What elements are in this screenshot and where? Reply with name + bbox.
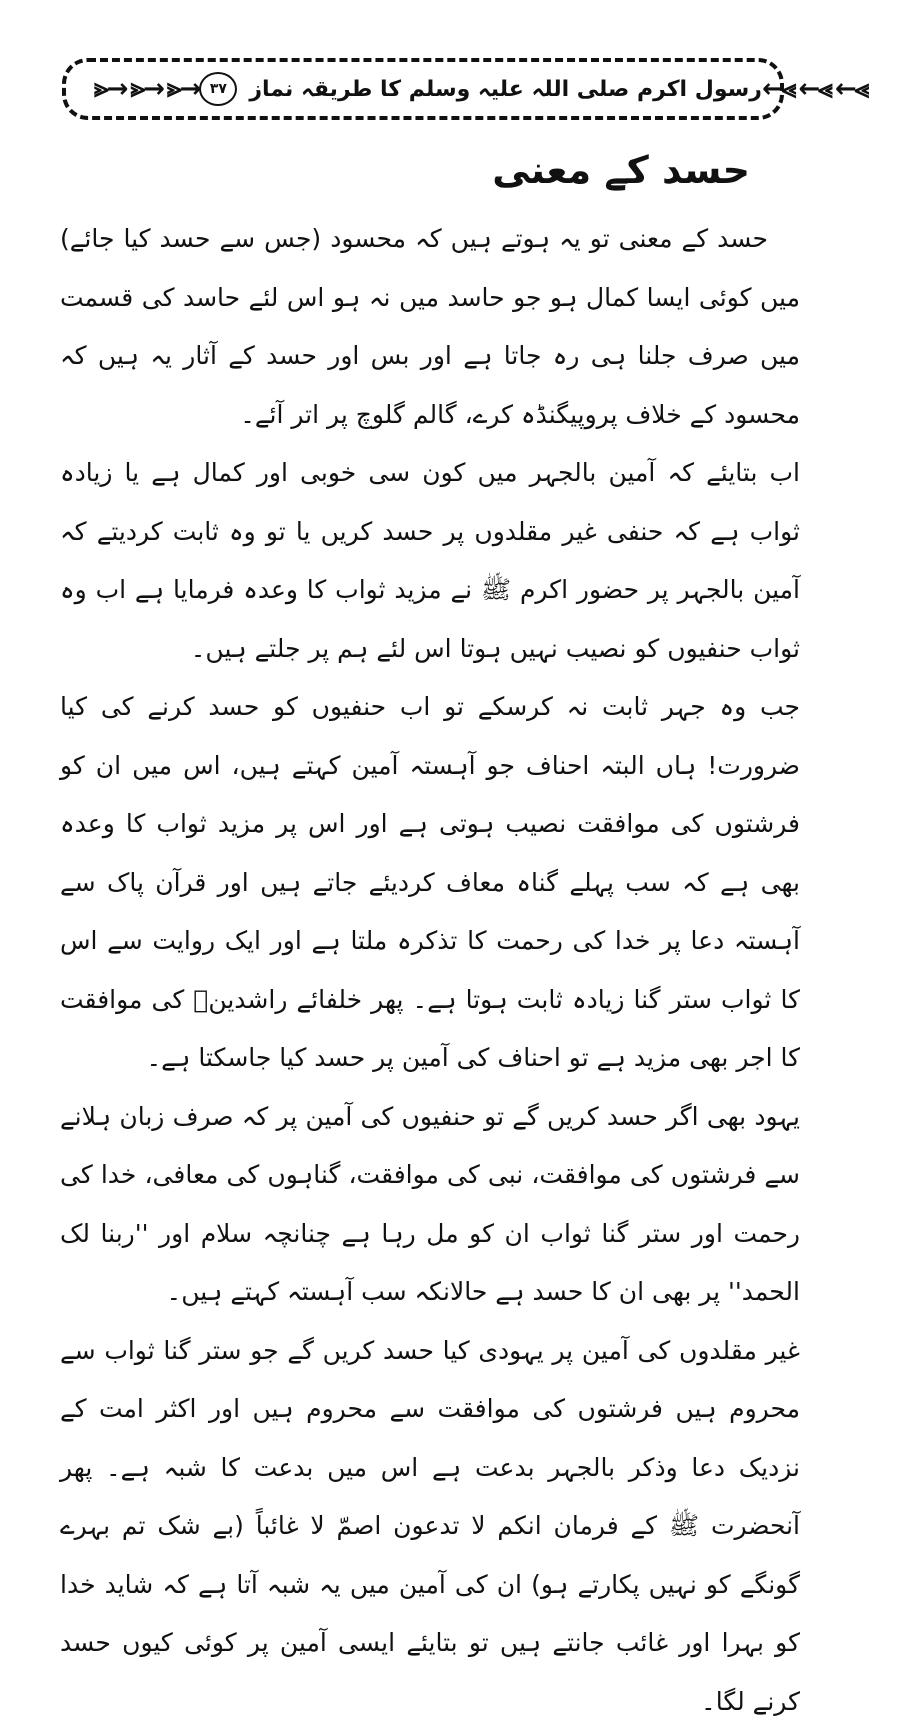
book-title: رسول اکرم صلی اللہ علیہ وسلم کا طریقہ نماز xyxy=(249,77,762,102)
paragraph: غیر مقلدوں کی آمین پر یہودی کیا حسد کریں گے جو ستر گنا ثواب سے محروم ہیں فرشتوں کی موافقت سے محروم ہیں اور اکثر امت کے نزدیک دعا وذکر بالجہر بدعت ہے اس میں بدعت کا شبہ ہے۔ پھر آنحضرت ﷺ کے فرمان انکم لا تدعون اصمّ لا غائباً (بے شک تم بہرے گونگے کو نہیں پکارتے ہو) ان کی آمین میں یہ شبہ آتا ہے کہ شاید خدا کو بہرا اور غائب جانتے ہیں تو بتایئے ایسی آمین پر کوئی کیوں حسد کرنے لگا۔ xyxy=(60,1322,800,1731)
header-center xyxy=(199,72,762,106)
section-heading: حسد کے معنی xyxy=(492,148,750,192)
page-number-badge: ۳۷ xyxy=(199,72,237,106)
page-header-frame xyxy=(62,58,784,120)
paragraph: حسد کے معنی تو یہ ہوتے ہیں کہ محسود (جس سے حسد کیا جائے) میں کوئی ایسا کمال ہو جو حاسد میں نہ ہو اس لئے حاسد کی قسمت میں صرف جلنا ہی رہ جاتا ہے اور بس اور حسد کے آثار یہ ہیں کہ محسود کے خلاف پروپیگنڈہ کرے، گالم گلوچ پر اتر آئے۔ xyxy=(60,210,800,444)
paragraph: یہود بھی اگر حسد کریں گے تو حنفیوں کی آمین پر کہ صرف زبان ہلانے سے فرشتوں کی موافقت، نبی کی موافقت، گناہوں کی معافی، خدا کی رحمت اور ستر گنا ثواب ان کو مل رہا ہے چنانچہ سلام اور ''ربنا لک الحمد'' پر بھی ان کا حسد ہے حالانکہ سب آہستہ کہتے ہیں۔ xyxy=(60,1088,800,1322)
double-chevron-right-arrows-icon: ⪢→ ⪢→ ⪢→ xyxy=(94,74,199,105)
paragraph: اب بتایئے کہ آمین بالجہر میں کون سی خوبی اور کمال ہے یا زیادہ ثواب ہے کہ حنفی غیر مقلدوں پر حسد کریں یا تو وہ ثابت کردیتے کہ آمین بالجہر پر حضور اکرم ﷺ نے مزید ثواب کا وعدہ فرمایا ہے اب وہ ثواب حنفیوں کو نصیب نہیں ہوتا اس لئے ہم پر جلتے ہیں۔ xyxy=(60,444,800,678)
page-body xyxy=(60,210,800,1731)
paragraph: جب وہ جہر ثابت نہ کرسکے تو اب حنفیوں کو حسد کرنے کی کیا ضرورت! ہاں البتہ احناف جو آہستہ آمین کہتے ہیں، اس میں ان کو فرشتوں کی موافقت نصیب ہوتی ہے اور اس پر مزید ثواب کا وعدہ بھی ہے کہ سب پہلے گناہ معاف کردیئے جاتے ہیں اور قرآن پاک سے آہستہ دعا پر خدا کی رحمت کا تذکرہ ملتا ہے اور ایک روایت سے اس کا ثواب ستر گنا زیادہ ثابت ہوتا ہے۔ پھر خلفائے راشدینؓ کی موافقت کا اجر بھی مزید ہے تو احناف کی آمین پر حسد کیا جاسکتا ہے۔ xyxy=(60,678,800,1088)
double-chevron-left-arrows-icon: ←⪡ ←⪡ ←⪡ xyxy=(762,74,867,105)
